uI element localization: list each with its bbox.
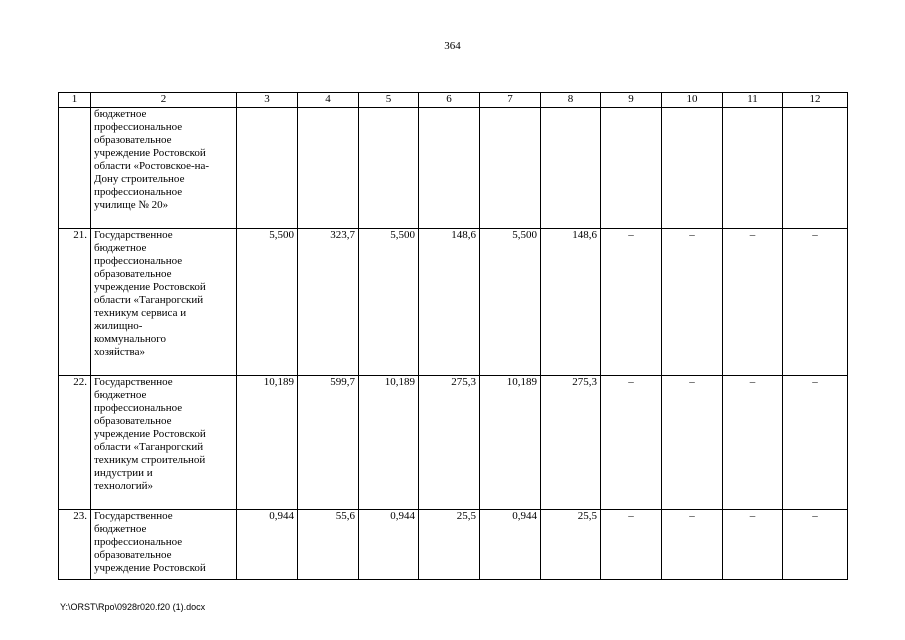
table-cell: – bbox=[601, 510, 662, 580]
table-cell: 25,5 bbox=[419, 510, 480, 580]
table-cell bbox=[662, 108, 723, 229]
institution-name: бюджетное профессиональное образовательное учреждение Ростовской области «Ростовское-на- Дону строительное профессиональное училище № 20» bbox=[91, 108, 237, 229]
column-header: 9 bbox=[601, 93, 662, 108]
table-cell: – bbox=[723, 376, 783, 510]
table-cell: 0,944 bbox=[480, 510, 541, 580]
table-cell: 148,6 bbox=[541, 229, 601, 376]
table-cell: 10,189 bbox=[359, 376, 419, 510]
table-cell: – bbox=[723, 229, 783, 376]
table-cell bbox=[783, 108, 848, 229]
table-row bbox=[59, 229, 848, 376]
table-cell: 55,6 bbox=[298, 510, 359, 580]
column-header: 12 bbox=[783, 93, 848, 108]
table-cell: – bbox=[601, 376, 662, 510]
table-cell bbox=[480, 108, 541, 229]
table-cell: 275,3 bbox=[541, 376, 601, 510]
table-cell bbox=[601, 108, 662, 229]
column-header: 5 bbox=[359, 93, 419, 108]
table-cell: 5,500 bbox=[480, 229, 541, 376]
table-cell: 10,189 bbox=[237, 376, 298, 510]
column-header: 4 bbox=[298, 93, 359, 108]
column-header: 8 bbox=[541, 93, 601, 108]
table-cell: – bbox=[662, 376, 723, 510]
row-number: 23. bbox=[59, 510, 91, 580]
column-header: 11 bbox=[723, 93, 783, 108]
table-cell: 148,6 bbox=[419, 229, 480, 376]
table-cell: 0,944 bbox=[237, 510, 298, 580]
table-cell: 25,5 bbox=[541, 510, 601, 580]
table-cell: – bbox=[783, 510, 848, 580]
page-number: 364 bbox=[444, 40, 461, 52]
table-row bbox=[59, 376, 848, 510]
table-cell: 599,7 bbox=[298, 376, 359, 510]
column-header: 3 bbox=[237, 93, 298, 108]
table-cell: – bbox=[783, 376, 848, 510]
column-header: 1 bbox=[59, 93, 91, 108]
column-header: 6 bbox=[419, 93, 480, 108]
file-path-footer: Y:\ORST\Rpo\0928r020.f20 (1).docx bbox=[60, 602, 206, 612]
institution-name: Государственное бюджетное профессиональное образовательное учреждение Ростовской bbox=[91, 510, 237, 580]
column-header: 10 bbox=[662, 93, 723, 108]
data-table bbox=[58, 92, 848, 580]
row-number: 22. bbox=[59, 376, 91, 510]
table-cell: – bbox=[662, 229, 723, 376]
table-cell bbox=[237, 108, 298, 229]
column-header: 7 bbox=[480, 93, 541, 108]
row-number bbox=[59, 108, 91, 229]
table-cell bbox=[723, 108, 783, 229]
table-cell: – bbox=[723, 510, 783, 580]
column-header: 2 bbox=[91, 93, 237, 108]
table-row bbox=[59, 108, 848, 229]
table-cell: 275,3 bbox=[419, 376, 480, 510]
table-cell: 0,944 bbox=[359, 510, 419, 580]
table-cell: – bbox=[601, 229, 662, 376]
table-cell bbox=[298, 108, 359, 229]
table-cell: 5,500 bbox=[237, 229, 298, 376]
table-cell: 5,500 bbox=[359, 229, 419, 376]
table-cell: 10,189 bbox=[480, 376, 541, 510]
table-cell: 323,7 bbox=[298, 229, 359, 376]
table-row bbox=[59, 510, 848, 580]
table-cell: – bbox=[662, 510, 723, 580]
table-cell bbox=[541, 108, 601, 229]
table-cell: – bbox=[783, 229, 848, 376]
institution-name: Государственное бюджетное профессиональное образовательное учреждение Ростовской области «Таганрогский техникум строительной индустрии и технологий» bbox=[91, 376, 237, 510]
header-row bbox=[59, 93, 848, 108]
institution-name: Государственное бюджетное профессиональное образовательное учреждение Ростовской области «Таганрогский техникум сервиса и жилищно- коммунального хозяйства» bbox=[91, 229, 237, 376]
table-cell bbox=[359, 108, 419, 229]
row-number: 21. bbox=[59, 229, 91, 376]
table-cell bbox=[419, 108, 480, 229]
